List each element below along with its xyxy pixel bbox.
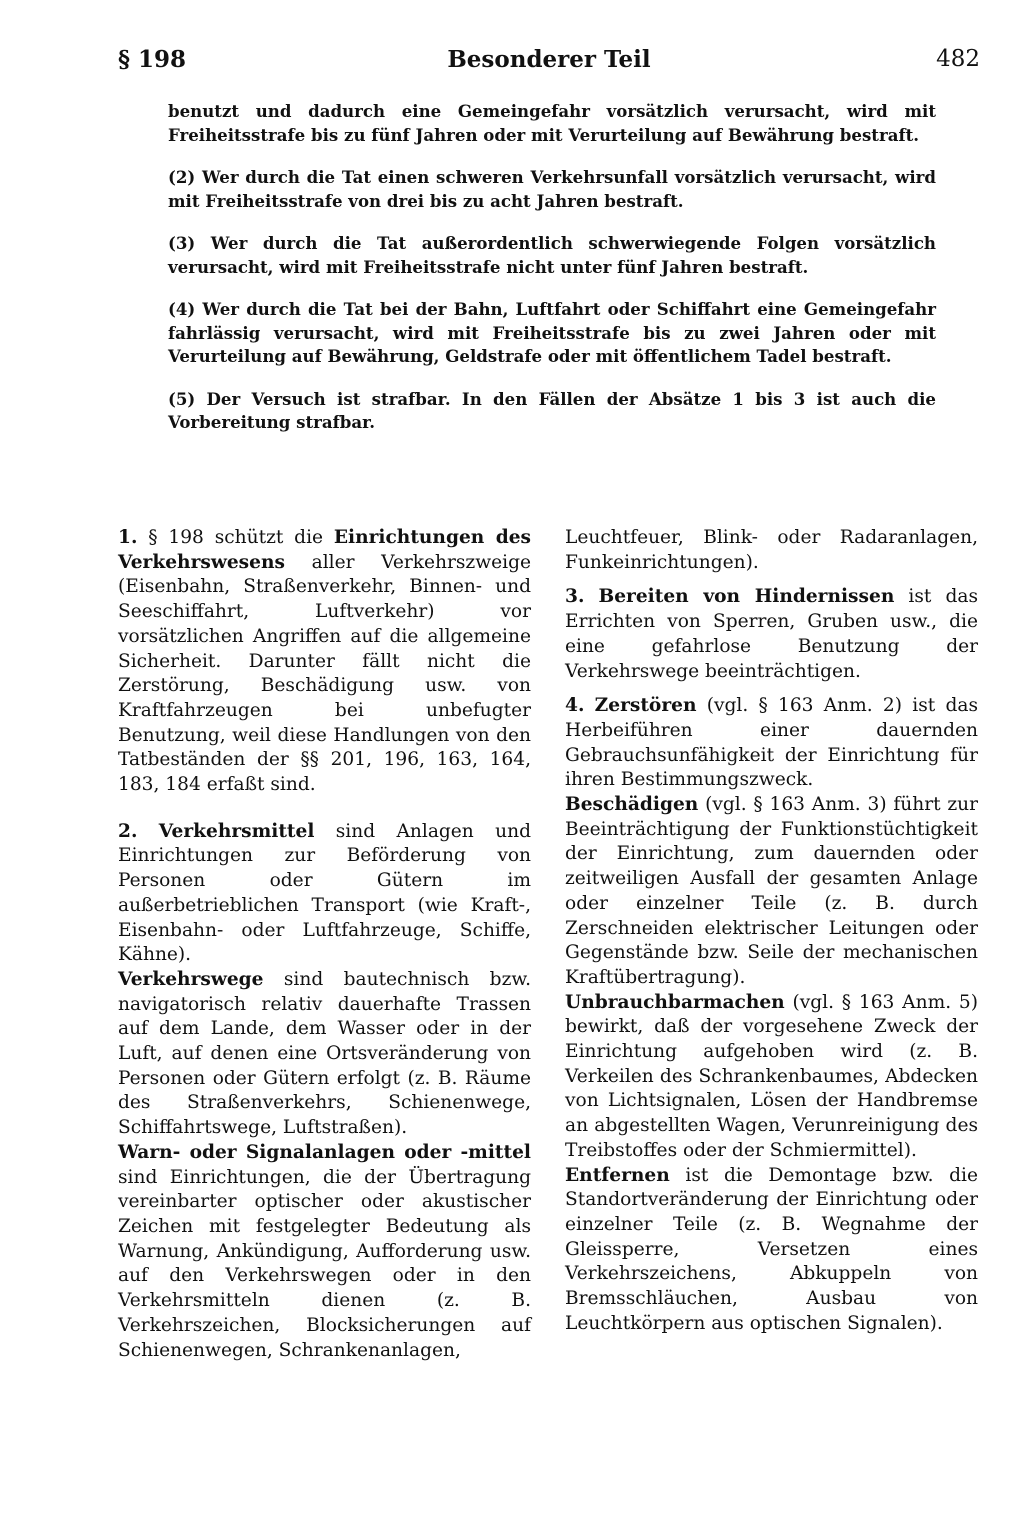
statute-text (168, 100, 936, 454)
note-2-continuation: Leuchtfeuer, Blink- oder Radaranlagen, Funkeinrichtungen). (565, 527, 978, 573)
note-text: sind Einrichtungen, die der Übertragung vereinbarter optischer oder akustischer Zeichen mit festgelegter Bedeutung als Warnung, Ankündigung, Aufforderung usw. auf den Verkehrswegen oder in den Verkehrsmitteln dienen (z. B. Verkehrszeichen, Blocksicherungen auf Schienenwegen, Schrankenanlagen, (118, 1166, 531, 1361)
note-text: ist die Demontage bzw. die Standortveränderung der Einrichtung oder einzelner Teile (z. B. Wegnahme der Gleissperre, Versetzen eines Verkehrszeichens, Abkuppeln von Bremsschläuchen, Ausbau von Leuchtkörpern aus optischen Signalen). (565, 1164, 978, 1334)
commentary-right-column (565, 526, 978, 1337)
note-number: 1. (118, 527, 138, 548)
note-number: 3. (565, 586, 585, 608)
note-term: Zerstören (594, 695, 697, 717)
definition-warnanlagen (118, 1141, 531, 1363)
section-marker: § 198 (118, 46, 187, 73)
note-term: Unbrauchbarmachen (565, 991, 785, 1013)
note-2 (118, 820, 531, 968)
statute-paragraph-3: (3) Wer durch die Tat außerordentlich schwerwiegende Folgen vorsätzlich verursacht, wird mit Freiheitsstrafe nicht unter fünf Jahren bestraft. (168, 233, 936, 277)
statute-paragraph-1-continuation: benutzt und dadurch eine Gemeingefahr vorsätzlich verursacht, wird mit Freiheitsstrafe bis zu fünf Jahren oder mit Verurteilung auf Bewährung bestraft. (168, 101, 936, 145)
note-text: aller Verkehrszweige (Eisenbahn, Straßenverkehr, Binnen- und Seeschiffahrt, Luftverkehr) vor vorsätzlichen Angriffen auf die allgemeine Sicherheit. Darunter fällt nicht die Zerstörung, Beschädigung usw. von Kraftfahrzeugen bei unbefugter Benutzung, weil diese Handlungen von den Tatbeständen der §§ 201, 196, 163, 164, 183, 184 erfaßt sind. (118, 551, 531, 796)
note-3 (565, 585, 978, 684)
definition-unbrauchbarmachen (565, 991, 978, 1164)
note-term: Einrichtungen des Verkehrswesens (118, 527, 531, 573)
definition-entfernen (565, 1164, 978, 1337)
page-number: 482 (936, 46, 980, 72)
note-4 (565, 694, 978, 793)
note-term: Verkehrswege (118, 968, 264, 990)
note-text: (vgl. § 163 Anm. 5) bewirkt, daß der vorgesehene Zweck der Einrichtung aufgehoben wird (z. B. Verkeilen des Schrankenbaumes, Abdecken von Lichtsignalen, Lösen der Handbremse an abgestellten Wagen, Verunreinigung des Treibstoffes oder der Schmiermittel). (565, 991, 978, 1161)
note-number: 2. (118, 820, 138, 842)
note-1 (118, 526, 531, 798)
statute-paragraph-5: (5) Der Versuch ist strafbar. In den Fällen der Absätze 1 bis 3 ist auch die Vorbereitung strafbar. (168, 388, 936, 432)
note-term: Verkehrsmittel (158, 820, 315, 842)
note-text: (vgl. § 163 Anm. 2) ist das Herbeiführen einer dauernden Gebrauchsunfähigkeit der Einrichtung für ihren Bestimmungszweck. (565, 695, 978, 791)
note-text: § 198 schützt die (137, 527, 334, 548)
note-term: Warn- oder Signalanlagen oder -mittel (118, 1141, 531, 1163)
definition-verkehrswege (118, 968, 531, 1141)
commentary-left-column (118, 526, 531, 1363)
note-term: Beschädigen (565, 794, 699, 816)
page-header (118, 46, 980, 82)
note-text: (vgl. § 163 Anm. 3) führt zur Beeinträchtigung der Funktionstüchtigkeit der Einrichtung, zum dauernden oder zeitweiligen Ausfall der gesamten Anlage oder einzelner Teile (z. B. durch Zerschneiden elektrischer Leitungen oder Gegenstände bzw. Seile der mechanischen Kraftübertragung). (565, 794, 978, 988)
note-text: sind bautechnisch bzw. navigatorisch relativ dauerhafte Trassen auf dem Lande, dem Wasser oder in der Luft, auf denen eine Ortsveränderung von Personen oder Gütern erfolgt (z. B. Räume des Straßenverkehrs, Schienenwege, Schiffahrtswege, Luftstraßen). (118, 968, 531, 1139)
note-number: 4. (565, 695, 585, 717)
note-term: Entfernen (565, 1164, 670, 1186)
statute-paragraph-4: (4) Wer durch die Tat bei der Bahn, Luftfahrt oder Schiffahrt eine Gemeingefahr fahrlässig verursacht, wird mit Freiheitsstrafe bis zu zwei Jahren oder mit Verurteilung auf Bewährung, Geldstrafe oder mit öffentlichem Tadel bestraft. (168, 299, 936, 366)
definition-beschaedigen (565, 793, 978, 991)
note-text: ist das Errichten von Sperren, Gruben usw., die eine gefahrlose Benutzung der Verkehrswege beeinträchtigen. (565, 586, 978, 682)
running-title: Besonderer Teil (447, 46, 651, 73)
statute-paragraph-2: (2) Wer durch die Tat einen schweren Verkehrsunfall vorsätzlich verursacht, wird mit Freiheitsstrafe von drei bis zu acht Jahren bestraft. (168, 167, 936, 211)
note-text: sind Anlagen und Einrichtungen zur Beförderung von Personen oder Gütern im außerbetrieblichen Transport (wie Kraft-, Eisenbahn- oder Luftfahrzeuge, Schiffe, Kähne). (118, 820, 531, 966)
note-term: Bereiten von Hindernissen (598, 586, 895, 608)
